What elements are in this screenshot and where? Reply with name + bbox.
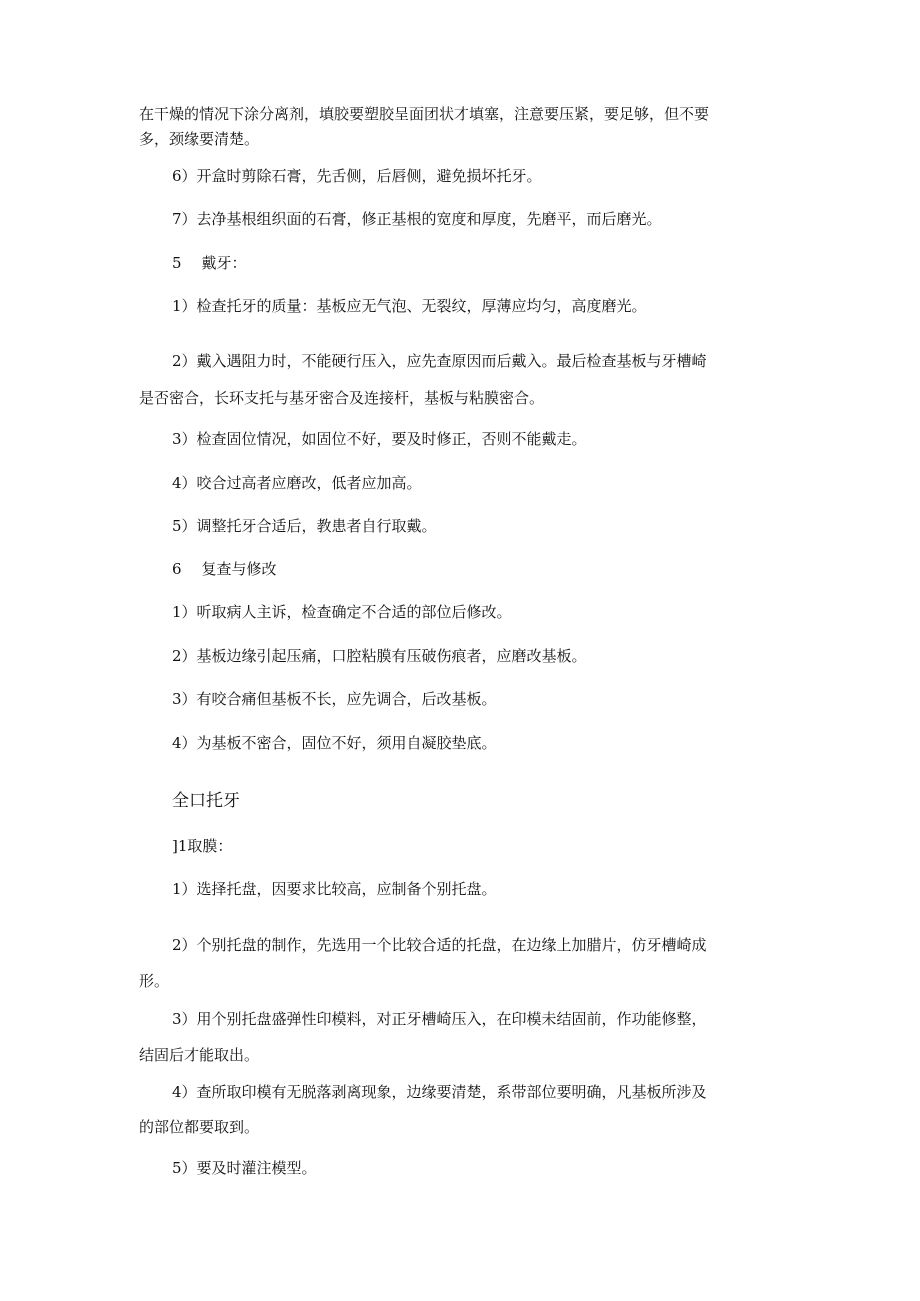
section-heading-full-denture: 全口托牙 [172,791,240,811]
section-number: 5 [172,254,182,272]
list-item: 5）要及时灌注模型。 [172,1159,317,1177]
list-item: 4）咬合过高者应磨改，低者应加高。 [172,474,422,492]
paragraph-line: 的部位都要取到。 [139,1118,260,1136]
list-item: 2）个别托盘的制作，先选用一个比较合适的托盘，在边缘上加腊片，仿牙槽崎成 [172,936,707,954]
list-item: 2）戴入遇阻力时，不能硬行压入，应先查原因而后戴入。最后检查基板与牙槽崎 [172,352,707,370]
subsection-heading: ]1取膜： [172,837,233,855]
list-item: 4）查所取印模有无脱落剥离现象，边缘要清楚，系带部位要明确，凡基板所涉及 [172,1083,707,1101]
list-item: 1）选择托盘，因要求比较高，应制备个别托盘。 [172,880,497,898]
paragraph-line: 是否密合，长环支托与基牙密合及连接杆，基板与粘膜密合。 [139,389,545,407]
paragraph-line: 多，颈缘要清楚。 [139,130,260,148]
section-number: 6 [172,560,182,578]
list-item: 4）为基板不密合，固位不好，须用自凝胶垫底。 [172,734,497,752]
paragraph-line: 结固后才能取出。 [139,1046,260,1064]
list-item: 3）用个别托盘盛弹性印模料，对正牙槽崎压入，在印模未结固前，作功能修整， [172,1010,707,1028]
list-item: 2）基板边缘引起压痛，口腔粘膜有压破伤痕者，应磨改基板。 [172,647,587,665]
list-item: 6）开盒时剪除石膏，先舌侧，后唇侧，避免损坏托牙。 [172,167,542,185]
section-heading-5 [172,250,247,276]
list-item: 3）检查固位情况，如固位不好，要及时修正，否则不能戴走。 [172,430,587,448]
list-item: 1）检查托牙的质量：基板应无气泡、无裂纹，厚薄应均匀，高度磨光。 [172,297,647,315]
paragraph-line: 在干燥的情况下涂分离剂，填胶要塑胶呈面团状才填塞，注意要压紧，要足够，但不要 [139,105,710,123]
section-title: 戴牙： [201,254,247,272]
list-item: 1）听取病人主诉，检查确定不合适的部位后修改。 [172,603,512,621]
list-item: 7）去净基根组织面的石膏，修正基根的宽度和厚度，先磨平，而后磨光。 [172,210,662,228]
section-heading-6 [172,556,277,582]
paragraph-line: 形。 [139,972,170,990]
list-item: 3）有咬合痛但基板不长，应先调合，后改基板。 [172,690,497,708]
section-title: 复查与修改 [201,560,277,578]
list-item: 5）调整托牙合适后，教患者自行取戴。 [172,517,437,535]
